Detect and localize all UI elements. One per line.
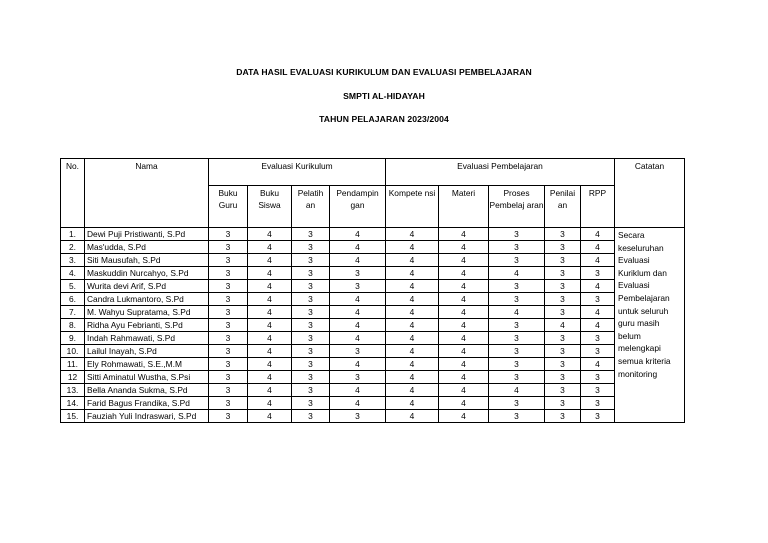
table-row (61, 228, 685, 241)
score-cell: 4 (581, 306, 615, 319)
teacher-name: Siti Mausufah, S.Pd (85, 254, 209, 267)
score-cell: 3 (489, 397, 545, 410)
score-cell: 3 (545, 332, 581, 345)
score-cell: 4 (439, 358, 489, 371)
header-pendampingan: Pendampin gan (330, 186, 386, 228)
row-number: 13. (61, 384, 85, 397)
score-cell: 3 (545, 293, 581, 306)
score-cell: 3 (292, 345, 330, 358)
score-cell: 3 (209, 280, 248, 293)
row-number: 10. (61, 345, 85, 358)
score-cell: 3 (209, 332, 248, 345)
score-cell: 3 (292, 280, 330, 293)
score-cell: 4 (439, 228, 489, 241)
row-number: 9. (61, 332, 85, 345)
score-cell: 3 (209, 241, 248, 254)
score-cell: 4 (248, 306, 292, 319)
score-cell: 4 (386, 228, 439, 241)
score-cell: 3 (209, 267, 248, 280)
score-cell: 4 (581, 254, 615, 267)
score-cell: 4 (248, 332, 292, 345)
score-cell: 4 (248, 358, 292, 371)
score-cell: 4 (330, 332, 386, 345)
score-cell: 4 (330, 306, 386, 319)
score-cell: 3 (209, 345, 248, 358)
score-cell: 3 (292, 410, 330, 423)
score-cell: 3 (581, 397, 615, 410)
score-cell: 3 (545, 267, 581, 280)
row-number: 3. (61, 254, 85, 267)
row-number: 14. (61, 397, 85, 410)
score-cell: 4 (386, 293, 439, 306)
score-cell: 4 (248, 267, 292, 280)
table-row (61, 241, 685, 254)
table-row (61, 345, 685, 358)
score-cell: 4 (439, 241, 489, 254)
score-cell: 3 (330, 410, 386, 423)
score-cell: 4 (439, 410, 489, 423)
score-cell: 3 (209, 319, 248, 332)
score-cell: 3 (292, 254, 330, 267)
score-cell: 4 (386, 371, 439, 384)
score-cell: 4 (248, 371, 292, 384)
table-row (61, 410, 685, 423)
catatan-note: Secara keseluruhan Evaluasi Kuriklum dan Evaluasi Pembelajaran untuk seluruh guru masih belum melengkapi semua kriteria monitoring (615, 228, 685, 423)
table-row (61, 358, 685, 371)
score-cell: 4 (248, 293, 292, 306)
score-cell: 4 (386, 254, 439, 267)
score-cell: 3 (292, 319, 330, 332)
header-evaluasi-pembelajaran: Evaluasi Pembelajaran (386, 159, 615, 186)
score-cell: 3 (489, 228, 545, 241)
score-cell: 3 (330, 267, 386, 280)
score-cell: 4 (386, 267, 439, 280)
score-cell: 4 (386, 358, 439, 371)
score-cell: 4 (439, 397, 489, 410)
score-cell: 3 (209, 254, 248, 267)
score-cell: 4 (248, 397, 292, 410)
score-cell: 3 (209, 228, 248, 241)
score-cell: 3 (581, 345, 615, 358)
score-cell: 4 (489, 384, 545, 397)
score-cell: 4 (386, 345, 439, 358)
score-cell: 3 (489, 280, 545, 293)
header-catatan: Catatan (615, 159, 685, 228)
header-rpp: RPP (581, 186, 615, 228)
score-cell: 3 (489, 293, 545, 306)
table-row (61, 332, 685, 345)
teacher-name: Mas'udda, S.Pd (85, 241, 209, 254)
header-evaluasi-kurikulum: Evaluasi Kurikulum (209, 159, 386, 186)
score-cell: 3 (209, 293, 248, 306)
score-cell: 3 (292, 371, 330, 384)
row-number: 12 (61, 371, 85, 384)
score-cell: 4 (439, 306, 489, 319)
score-cell: 3 (489, 332, 545, 345)
score-cell: 3 (581, 371, 615, 384)
row-number: 8. (61, 319, 85, 332)
row-number: 11. (61, 358, 85, 371)
score-cell: 4 (248, 228, 292, 241)
score-cell: 4 (330, 358, 386, 371)
score-cell: 3 (545, 371, 581, 384)
score-cell: 4 (489, 306, 545, 319)
score-cell: 4 (581, 241, 615, 254)
score-cell: 4 (386, 241, 439, 254)
teacher-name: Dewi Puji Pristiwanti, S.Pd (85, 228, 209, 241)
score-cell: 4 (545, 319, 581, 332)
score-cell: 3 (292, 293, 330, 306)
score-cell: 4 (330, 384, 386, 397)
row-number: 7. (61, 306, 85, 319)
row-number: 6. (61, 293, 85, 306)
score-cell: 4 (439, 254, 489, 267)
score-cell: 4 (386, 332, 439, 345)
score-cell: 4 (386, 280, 439, 293)
score-cell: 3 (489, 254, 545, 267)
score-cell: 4 (439, 319, 489, 332)
academic-year: TAHUN PELAJARAN 2023/2004 (319, 114, 449, 124)
score-cell: 3 (209, 306, 248, 319)
score-cell: 4 (248, 241, 292, 254)
header-nama: Nama (85, 159, 209, 228)
score-cell: 4 (248, 410, 292, 423)
row-number: 2. (61, 241, 85, 254)
header-no: No. (61, 159, 85, 228)
score-cell: 4 (439, 384, 489, 397)
score-cell: 3 (489, 358, 545, 371)
score-cell: 3 (209, 410, 248, 423)
teacher-name: Wurita devi Arif, S.Pd (85, 280, 209, 293)
table-row (61, 319, 685, 332)
score-cell: 4 (248, 319, 292, 332)
score-cell: 4 (330, 241, 386, 254)
score-cell: 3 (292, 306, 330, 319)
document-title: DATA HASIL EVALUASI KURIKULUM DAN EVALUASI PEMBELAJARAN (236, 67, 532, 77)
table-row (61, 293, 685, 306)
score-cell: 4 (330, 397, 386, 410)
score-cell: 3 (545, 397, 581, 410)
score-cell: 4 (330, 293, 386, 306)
score-cell: 3 (545, 228, 581, 241)
table-row (61, 371, 685, 384)
header-proses-pembelajaran: Proses Pembelaj aran (489, 186, 545, 228)
teacher-name: Maskuddin Nurcahyo, S.Pd (85, 267, 209, 280)
table-row (61, 384, 685, 397)
score-cell: 4 (248, 384, 292, 397)
score-cell: 3 (581, 267, 615, 280)
score-cell: 3 (292, 397, 330, 410)
score-cell: 4 (581, 280, 615, 293)
score-cell: 4 (386, 410, 439, 423)
score-cell: 3 (489, 345, 545, 358)
score-cell: 3 (545, 306, 581, 319)
row-number: 4. (61, 267, 85, 280)
score-cell: 3 (209, 397, 248, 410)
score-cell: 3 (209, 384, 248, 397)
score-cell: 3 (330, 280, 386, 293)
header-buku-guru: Buku Guru (209, 186, 248, 228)
header-pelatihan: Pelatih an (292, 186, 330, 228)
score-cell: 4 (489, 267, 545, 280)
score-cell: 3 (581, 332, 615, 345)
teacher-name: Farid Bagus Frandika, S.Pd (85, 397, 209, 410)
score-cell: 4 (581, 228, 615, 241)
table-row (61, 280, 685, 293)
score-cell: 3 (545, 345, 581, 358)
score-cell: 4 (439, 332, 489, 345)
teacher-name: Ridha Ayu Febrianti, S.Pd (85, 319, 209, 332)
score-cell: 3 (209, 358, 248, 371)
header-row-main (61, 159, 685, 186)
teacher-name: Indah Rahmawati, S.Pd (85, 332, 209, 345)
table-row (61, 267, 685, 280)
score-cell: 3 (545, 410, 581, 423)
score-cell: 3 (292, 358, 330, 371)
score-cell: 3 (545, 384, 581, 397)
evaluation-table (60, 158, 685, 423)
teacher-name: M. Wahyu Supratama, S.Pd (85, 306, 209, 319)
teacher-name: Sitti Aminatul Wustha, S.Psi (85, 371, 209, 384)
row-number: 1. (61, 228, 85, 241)
score-cell: 3 (292, 332, 330, 345)
score-cell: 3 (545, 358, 581, 371)
header-materi: Materi (439, 186, 489, 228)
teacher-name: Ely Rohmawati, S.E.,M.M (85, 358, 209, 371)
score-cell: 3 (330, 345, 386, 358)
score-cell: 3 (209, 371, 248, 384)
score-cell: 4 (330, 228, 386, 241)
score-cell: 3 (581, 410, 615, 423)
row-number: 5. (61, 280, 85, 293)
score-cell: 4 (330, 254, 386, 267)
score-cell: 4 (386, 397, 439, 410)
table-row (61, 254, 685, 267)
score-cell: 4 (386, 319, 439, 332)
score-cell: 3 (292, 241, 330, 254)
score-cell: 4 (330, 319, 386, 332)
score-cell: 4 (439, 293, 489, 306)
score-cell: 4 (439, 280, 489, 293)
table-row (61, 306, 685, 319)
score-cell: 4 (386, 384, 439, 397)
score-cell: 3 (330, 371, 386, 384)
score-cell: 4 (248, 280, 292, 293)
teacher-name: Lailul Inayah, S.Pd (85, 345, 209, 358)
teacher-name: Candra Lukmantoro, S.Pd (85, 293, 209, 306)
score-cell: 3 (489, 241, 545, 254)
score-cell: 3 (489, 410, 545, 423)
score-cell: 3 (581, 293, 615, 306)
school-name: SMPTI AL-HIDAYAH (343, 91, 425, 101)
score-cell: 3 (545, 280, 581, 293)
teacher-name: Fauziah Yuli Indraswari, S.Pd (85, 410, 209, 423)
score-cell: 3 (581, 384, 615, 397)
score-cell: 4 (248, 345, 292, 358)
score-cell: 3 (489, 319, 545, 332)
score-cell: 3 (292, 267, 330, 280)
score-cell: 4 (386, 306, 439, 319)
header-penilaian: Penilai an (545, 186, 581, 228)
table-body (61, 228, 685, 423)
header-kompetensi: Kompete nsi (386, 186, 439, 228)
score-cell: 3 (545, 254, 581, 267)
score-cell: 4 (248, 254, 292, 267)
score-cell: 4 (439, 267, 489, 280)
score-cell: 4 (581, 358, 615, 371)
table-row (61, 397, 685, 410)
score-cell: 3 (292, 384, 330, 397)
score-cell: 3 (292, 228, 330, 241)
row-number: 15. (61, 410, 85, 423)
header-buku-siswa: Buku Siswa (248, 186, 292, 228)
score-cell: 4 (439, 345, 489, 358)
score-cell: 3 (489, 371, 545, 384)
teacher-name: Bella Ananda Sukma, S.Pd (85, 384, 209, 397)
score-cell: 3 (545, 241, 581, 254)
score-cell: 4 (581, 319, 615, 332)
score-cell: 4 (439, 371, 489, 384)
